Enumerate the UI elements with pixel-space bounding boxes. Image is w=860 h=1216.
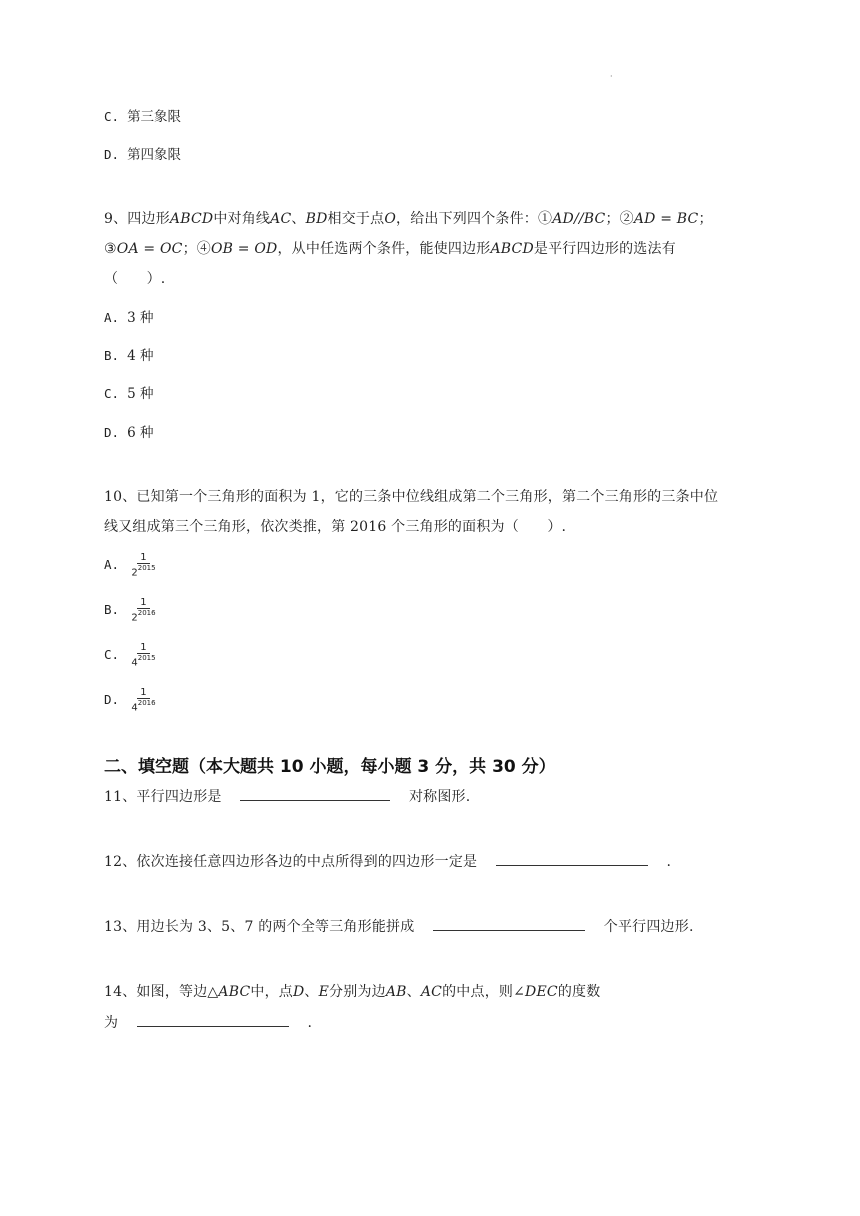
numerator: 1 [137,687,149,699]
exponent: 2015 [137,654,156,662]
math: AB [385,984,407,1000]
text: 中，点 [250,984,293,1000]
text: ③ [104,241,117,257]
base: 2 [131,567,138,579]
answer-blank[interactable] [240,786,390,801]
text: 、 [304,984,319,1000]
text: 是平行四边形的选法有 [533,241,676,257]
q9-stem-line2 [104,238,676,258]
text: 、 [291,211,306,227]
text: 9、四边形 [104,211,170,227]
option-label: B. [104,348,120,363]
math: AC [270,211,292,227]
q10-option-c [104,642,156,668]
text: 对称图形. [408,789,471,805]
exponent: 2015 [137,564,156,572]
text: . [307,1015,313,1031]
denominator [131,699,155,713]
text: 14、如图，等边△ [104,984,219,1000]
q10-option-a [104,552,156,578]
option-label: B. [104,601,120,617]
q9-option-a [104,306,153,326]
base: 2 [131,612,138,624]
numerator: 1 [137,642,149,654]
exponent: 2016 [137,609,156,617]
q8-option-d [104,143,181,163]
base: 4 [131,657,138,669]
math: ABCD [169,211,214,227]
text: 12、依次连接任意四边形各边的中点所得到的四边形一定是 [104,854,478,870]
fraction [131,687,155,713]
math: D [292,984,305,1000]
q11 [104,786,470,806]
math: O [384,211,396,227]
denominator [131,564,155,578]
text: 为 [104,1015,119,1031]
math: BD [305,211,328,227]
option-label: D. [104,425,120,440]
text: ；④ [182,241,211,257]
option-text: 第四象限 [127,147,182,163]
text: 中对角线 [213,211,271,227]
math: OB = OD [210,241,278,257]
text: 11、平行四边形是 [104,789,222,805]
text: 13、用边长为 3、5、7 的两个全等三角形能拼成 [104,919,415,935]
q9-stem-line1 [104,208,713,228]
q14-stem-line1 [104,981,600,1001]
math: AD = BC [633,211,699,227]
answer-blank[interactable] [137,1012,289,1027]
option-label: C. [104,109,120,124]
exponent: 2016 [137,699,156,707]
math: ABC [218,984,251,1000]
option-label: C. [104,646,120,662]
text: 分别为边 [329,984,386,1000]
denominator [131,654,155,668]
numerator: 1 [137,597,149,609]
fraction [131,642,155,668]
text: ； [698,211,713,227]
denominator [131,609,155,623]
q10-option-d [104,687,156,713]
math: DEC [525,984,558,1000]
option-text: 6 种 [127,425,154,441]
option-label: A. [104,310,120,325]
text: 相交于点 [327,211,385,227]
math: E [318,984,330,1000]
q12 [104,851,671,871]
fraction [131,552,155,578]
header-mark: · [610,72,613,81]
answer-blank[interactable] [433,916,585,931]
numerator: 1 [137,552,149,564]
text: . [666,854,672,870]
text: 、 [406,984,421,1000]
q14-stem-line2 [104,1012,312,1032]
q10-stem-line1: 10、已知第一个三角形的面积为 1，它的三条中位线组成第二个三角形，第二个三角形的三条中位 [104,489,719,505]
math: OA = OC [116,241,183,257]
option-label: A. [104,556,120,572]
section-heading: 二、填空题（本大题共 10 小题，每小题 3 分，共 30 分） [104,757,556,777]
q9-option-d [104,421,153,441]
option-text: 5 种 [127,386,154,402]
option-label: D. [104,147,120,162]
math: AC [420,984,443,1000]
text: 的度数 [557,984,601,1000]
base: 4 [131,702,138,714]
q9-option-c [104,382,153,402]
q10-option-b [104,597,156,623]
q10-stem-line2: 线又组成第三个三角形，依次类推，第 2016 个三角形的面积为（ ）. [104,519,567,535]
text: ；② [605,211,634,227]
q9-option-b [104,344,153,364]
text: ，给出下列四个条件：① [396,211,553,227]
option-text: 第三象限 [127,109,182,125]
fraction [131,597,155,623]
option-text: 4 种 [127,348,154,364]
q9-stem-line3: （ ）. [104,271,166,287]
text: 的中点，则∠ [442,984,526,1000]
option-label: C. [104,386,120,401]
math: AD//BC [552,211,606,227]
option-label: D. [104,691,120,707]
text: 个平行四边形. [603,919,694,935]
q13 [104,916,694,936]
math: ABCD [490,241,534,257]
option-text: 3 种 [127,310,154,326]
q8-option-c [104,105,181,125]
answer-blank[interactable] [496,851,648,866]
text: ，从中任选两个条件，能使四边形 [277,241,491,257]
